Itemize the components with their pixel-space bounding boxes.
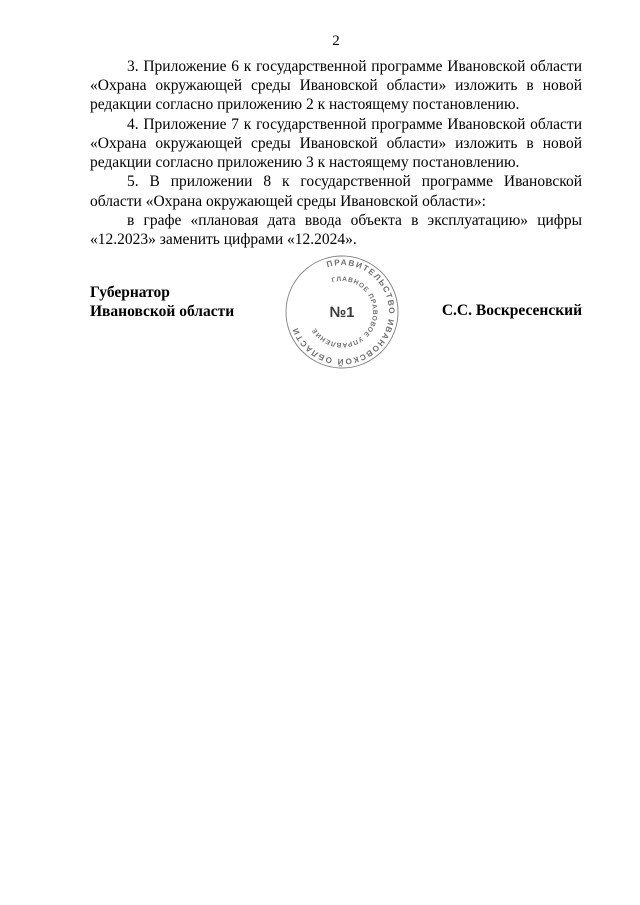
page-number: 2 xyxy=(332,33,340,49)
signatory-title-line2: Ивановской области xyxy=(90,302,235,320)
signature-block xyxy=(90,257,582,404)
seal-icon xyxy=(266,236,417,387)
seal-inner-text: ГЛАВНОЕ ПРАВОВОЕ УПРАВЛЕНИЕ xyxy=(310,275,379,349)
seal-number: №1 xyxy=(329,304,355,321)
official-seal-stamp xyxy=(266,236,417,387)
paragraph-3: 3. Приложение 6 к государственной программе Ивановской области «Охрана окружающей среды Ивановской области» изложить в новой редакции согласно приложению 2 к настоящему постановлению. xyxy=(90,58,582,114)
paragraph-4: 4. Приложение 7 к государственной программе Ивановской области «Охрана окружающей среды Ивановской области» изложить в новой редакции согласно приложению 3 к настоящему постановлению. xyxy=(90,115,582,172)
document-body xyxy=(90,57,582,249)
paragraph-5-sub: в графе «плановая дата ввода объекта в эксплуатацию» цифры «12.2023» заменить цифрами «12.2024». xyxy=(90,211,582,248)
signatory-title-line1: Губернатор xyxy=(90,284,170,301)
paragraph-5: 5. В приложении 8 к государственной программе Ивановской области «Охрана окружающей среды Ивановской области»: xyxy=(90,173,582,210)
signatory-title xyxy=(90,284,234,322)
seal-ring-text: ПРАВИТЕЛЬСТВО ИВАНОВСКОЙ ОБЛАСТИ xyxy=(290,257,397,367)
signatory-name: С.С. Воскресенский xyxy=(441,302,582,319)
